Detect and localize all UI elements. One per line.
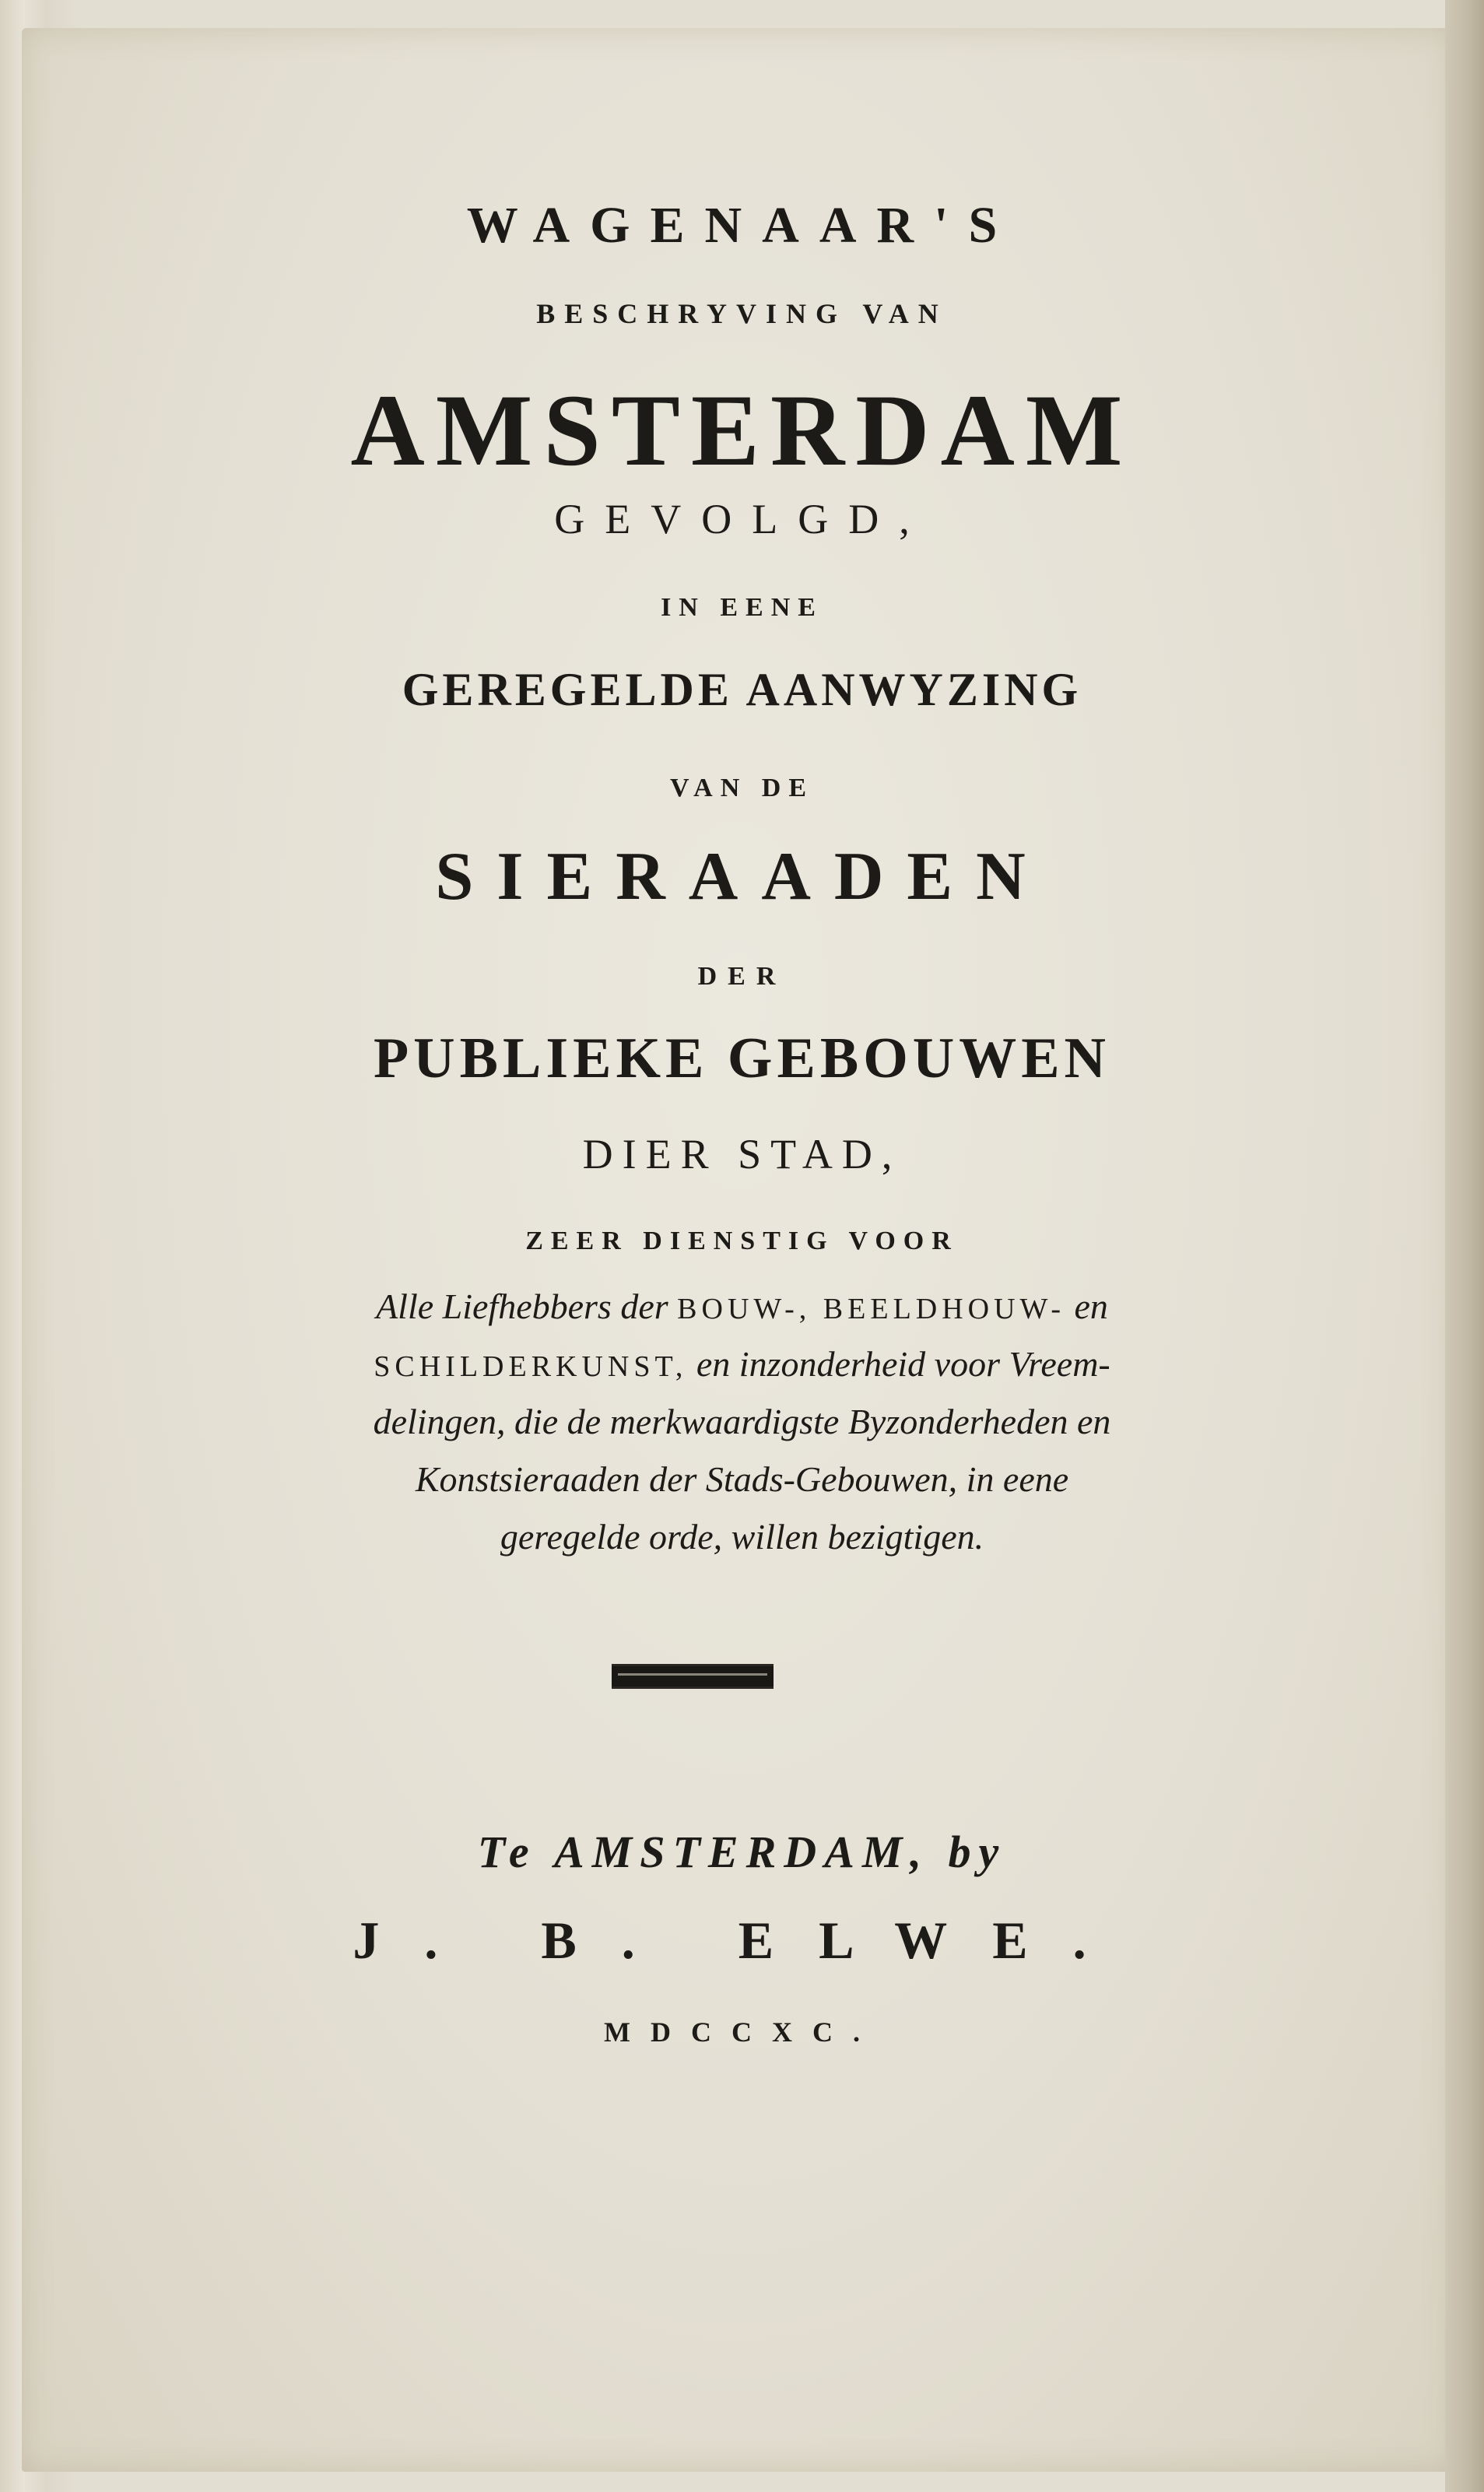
- van-de-line: VAN DE: [669, 774, 814, 802]
- dier-stad-line: DIER STAD,: [582, 1131, 902, 1178]
- description-line-2: [0, 1343, 1484, 1385]
- desc-2-smallcaps: SCHILDERKUNST,: [374, 1350, 688, 1383]
- desc-2-italic: en inzonderheid voor Vreem-: [696, 1344, 1110, 1384]
- imprint-place: Te AMSTERDAM, by: [477, 1827, 1007, 1877]
- imprint-year: MDCCXC.: [604, 2016, 880, 2048]
- description-line-1: [0, 1286, 1484, 1327]
- description-line-5: geregelde orde, willen bezigtigen.: [500, 1517, 984, 1557]
- ornamental-rule: [612, 1664, 774, 1689]
- publieke-line: PUBLIEKE GEBOUWEN: [373, 1027, 1110, 1090]
- desc-1-en: en: [1074, 1286, 1108, 1326]
- desc-1-italic: Alle Liefhebbers der: [376, 1286, 668, 1326]
- desc-1-smallcaps: BOUW-, BEELDHOUW-: [677, 1293, 1065, 1325]
- author-heading: WAGENAAR'S: [466, 197, 1018, 254]
- zeer-line: ZEER DIENSTIG VOOR: [525, 1227, 959, 1255]
- in-eene-line: IN EENE: [661, 593, 823, 622]
- geregelde-line: GEREGELDE AANWYZING: [402, 664, 1082, 715]
- imprint-publisher: J. B. ELWE.: [353, 1911, 1131, 1970]
- city-title: AMSTERDAM: [350, 373, 1134, 487]
- der-line: DER: [697, 962, 787, 991]
- subtitle-beschryving: BESCHRYVING VAN: [536, 298, 948, 329]
- description-line-4: Konstsieraaden der Stads-Gebouwen, in eene: [415, 1459, 1069, 1499]
- sieraaden-line: SIERAADEN: [435, 839, 1049, 914]
- gevolgd-line: GEVOLGD,: [554, 496, 930, 542]
- description-line-3: delingen, die de merkwaardigste Byzonderheden en: [373, 1402, 1111, 1441]
